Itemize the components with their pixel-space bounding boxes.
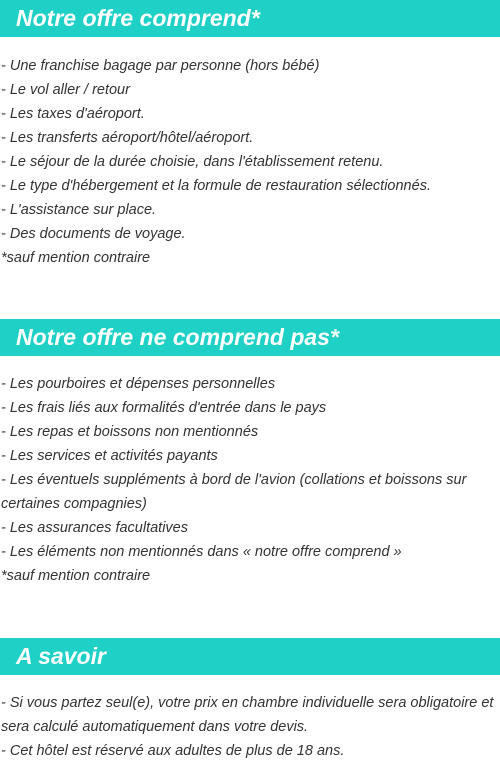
list-item: - Les services et activités payants (1, 448, 218, 464)
section-title: Notre offre comprend* (0, 0, 500, 37)
list-item: - Les transferts aéroport/hôtel/aéroport. (1, 130, 254, 146)
list-item: - L'assistance sur place. (1, 202, 157, 218)
list-item: - Le type d'hébergement et la formule de restauration sélectionnés. (1, 178, 431, 194)
footnote: *sauf mention contraire (1, 250, 151, 266)
footnote: *sauf mention contraire (1, 568, 151, 584)
excluded-list (0, 372, 500, 564)
section-offer-excludes (0, 319, 500, 588)
list-item: - Les pourboires et dépenses personnelles (1, 376, 276, 392)
list-item: - Des documents de voyage. (1, 226, 186, 242)
list-item: - Une franchise bagage par personne (hors bébé) (1, 58, 320, 74)
list-item: - Les éléments non mentionnés dans « notre offre comprend » (1, 544, 402, 560)
info-list (0, 691, 500, 763)
included-list (0, 54, 500, 246)
list-item: - Les assurances facultatives (1, 520, 188, 536)
section-offer-includes (0, 0, 500, 270)
list-item: - Cet hôtel est réservé aux adultes de plus de 18 ans. (1, 743, 345, 759)
section-good-to-know (0, 638, 500, 763)
list-item: - Les repas et boissons non mentionnés (1, 424, 259, 440)
list-item: - Si vous partez seul(e), votre prix en chambre individuelle sera obligatoire et sera calculé automatiquement dans votre devis. (1, 695, 494, 735)
list-item: - Les éventuels suppléments à bord de l'avion (collations et boissons sur certaines compagnies) (1, 472, 467, 512)
list-item: - Les taxes d'aéroport. (1, 106, 145, 122)
list-item: - Les frais liés aux formalités d'entrée dans le pays (1, 400, 327, 416)
list-item: - Le vol aller / retour (1, 82, 130, 98)
list-item: - Le séjour de la durée choisie, dans l'établissement retenu. (1, 154, 384, 170)
section-title: A savoir (0, 638, 500, 675)
section-title: Notre offre ne comprend pas* (0, 319, 500, 356)
